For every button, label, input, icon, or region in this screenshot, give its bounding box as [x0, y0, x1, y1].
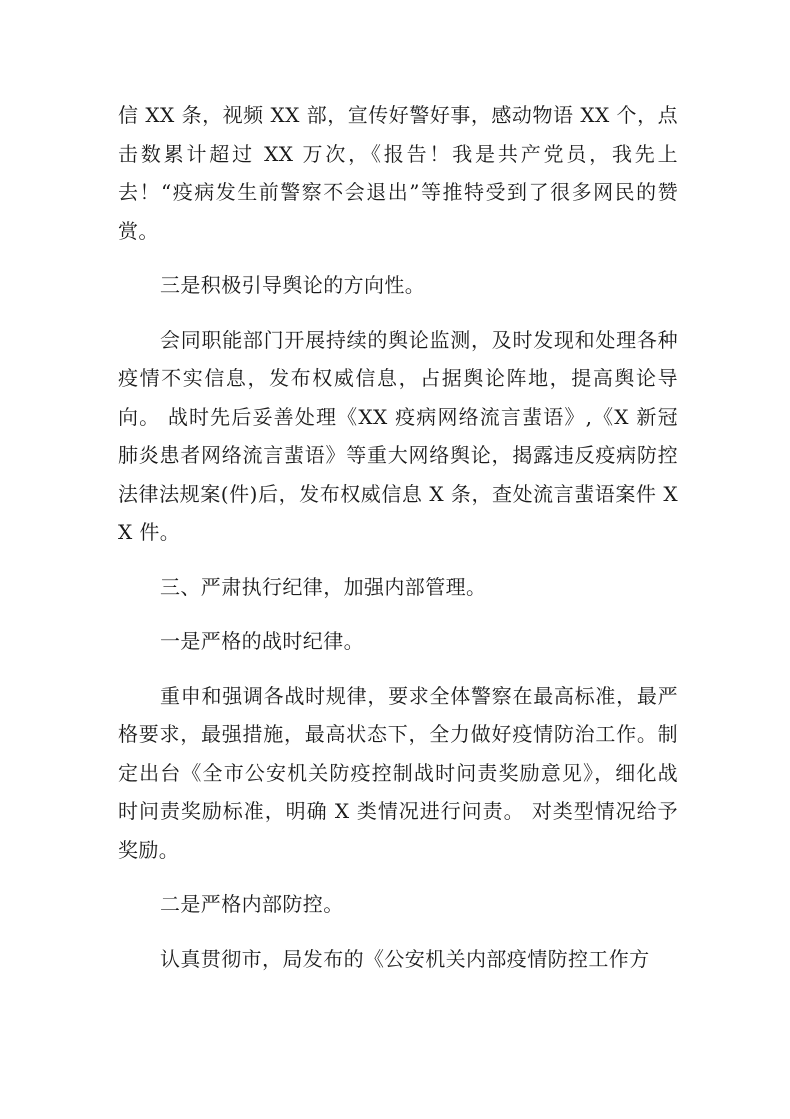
document-body [118, 96, 678, 978]
paragraph-statistics-continued: 信 XX 条，视频 XX 部，宣传好警好事，感动物语 XX 个，点击数累计超过 XX 万次，《报告！我是共产党员，我先上去！“疫病发生前警察不会退出”等推特受到了很多网民的赞赏。 [118, 103, 678, 243]
paragraph-wartime-rules: 重申和强调各战时规律，要求全体警察在最高标准，最严格要求，最强措施，最高状态下，全力做好疫情防治工作。制定出台《全市公安机关防疫控制战时问责奖励意见》，细化战时问责奖励标准，明确 X 类情况进行问责。 对类型情况给予奖励。 [118, 683, 678, 862]
paragraph-heading-guide-public-opinion: 三是积极引导舆论的方向性。 [160, 273, 426, 297]
paragraph-section-heading-discipline: 三、严肃执行纪律，加强内部管理。 [160, 574, 487, 599]
paragraph-heading-internal-control: 二是严格内部防控。 [160, 892, 344, 916]
paragraph-internal-control-text: 认真贯彻市，局发布的《公安机关内部疫情防控工作方 [160, 946, 650, 971]
paragraph-heading-wartime-discipline: 一是严格的战时纪律。 [160, 629, 364, 653]
paragraph-public-opinion-monitoring: 会同职能部门开展持续的舆论监测，及时发现和处理各种疫情不实信息，发布权威信息，占据舆论阵地，提高舆论导向。 战时先后妥善处理《XX 疫病网络流言蜚语》,《X 新冠肺炎患者网络流言蜚语》等重大网络舆论，揭露违反疫病防控法律法规案(件)后，发布权威信息 X 条，查处流言蜚语案件 XX 件。 [118, 327, 678, 544]
